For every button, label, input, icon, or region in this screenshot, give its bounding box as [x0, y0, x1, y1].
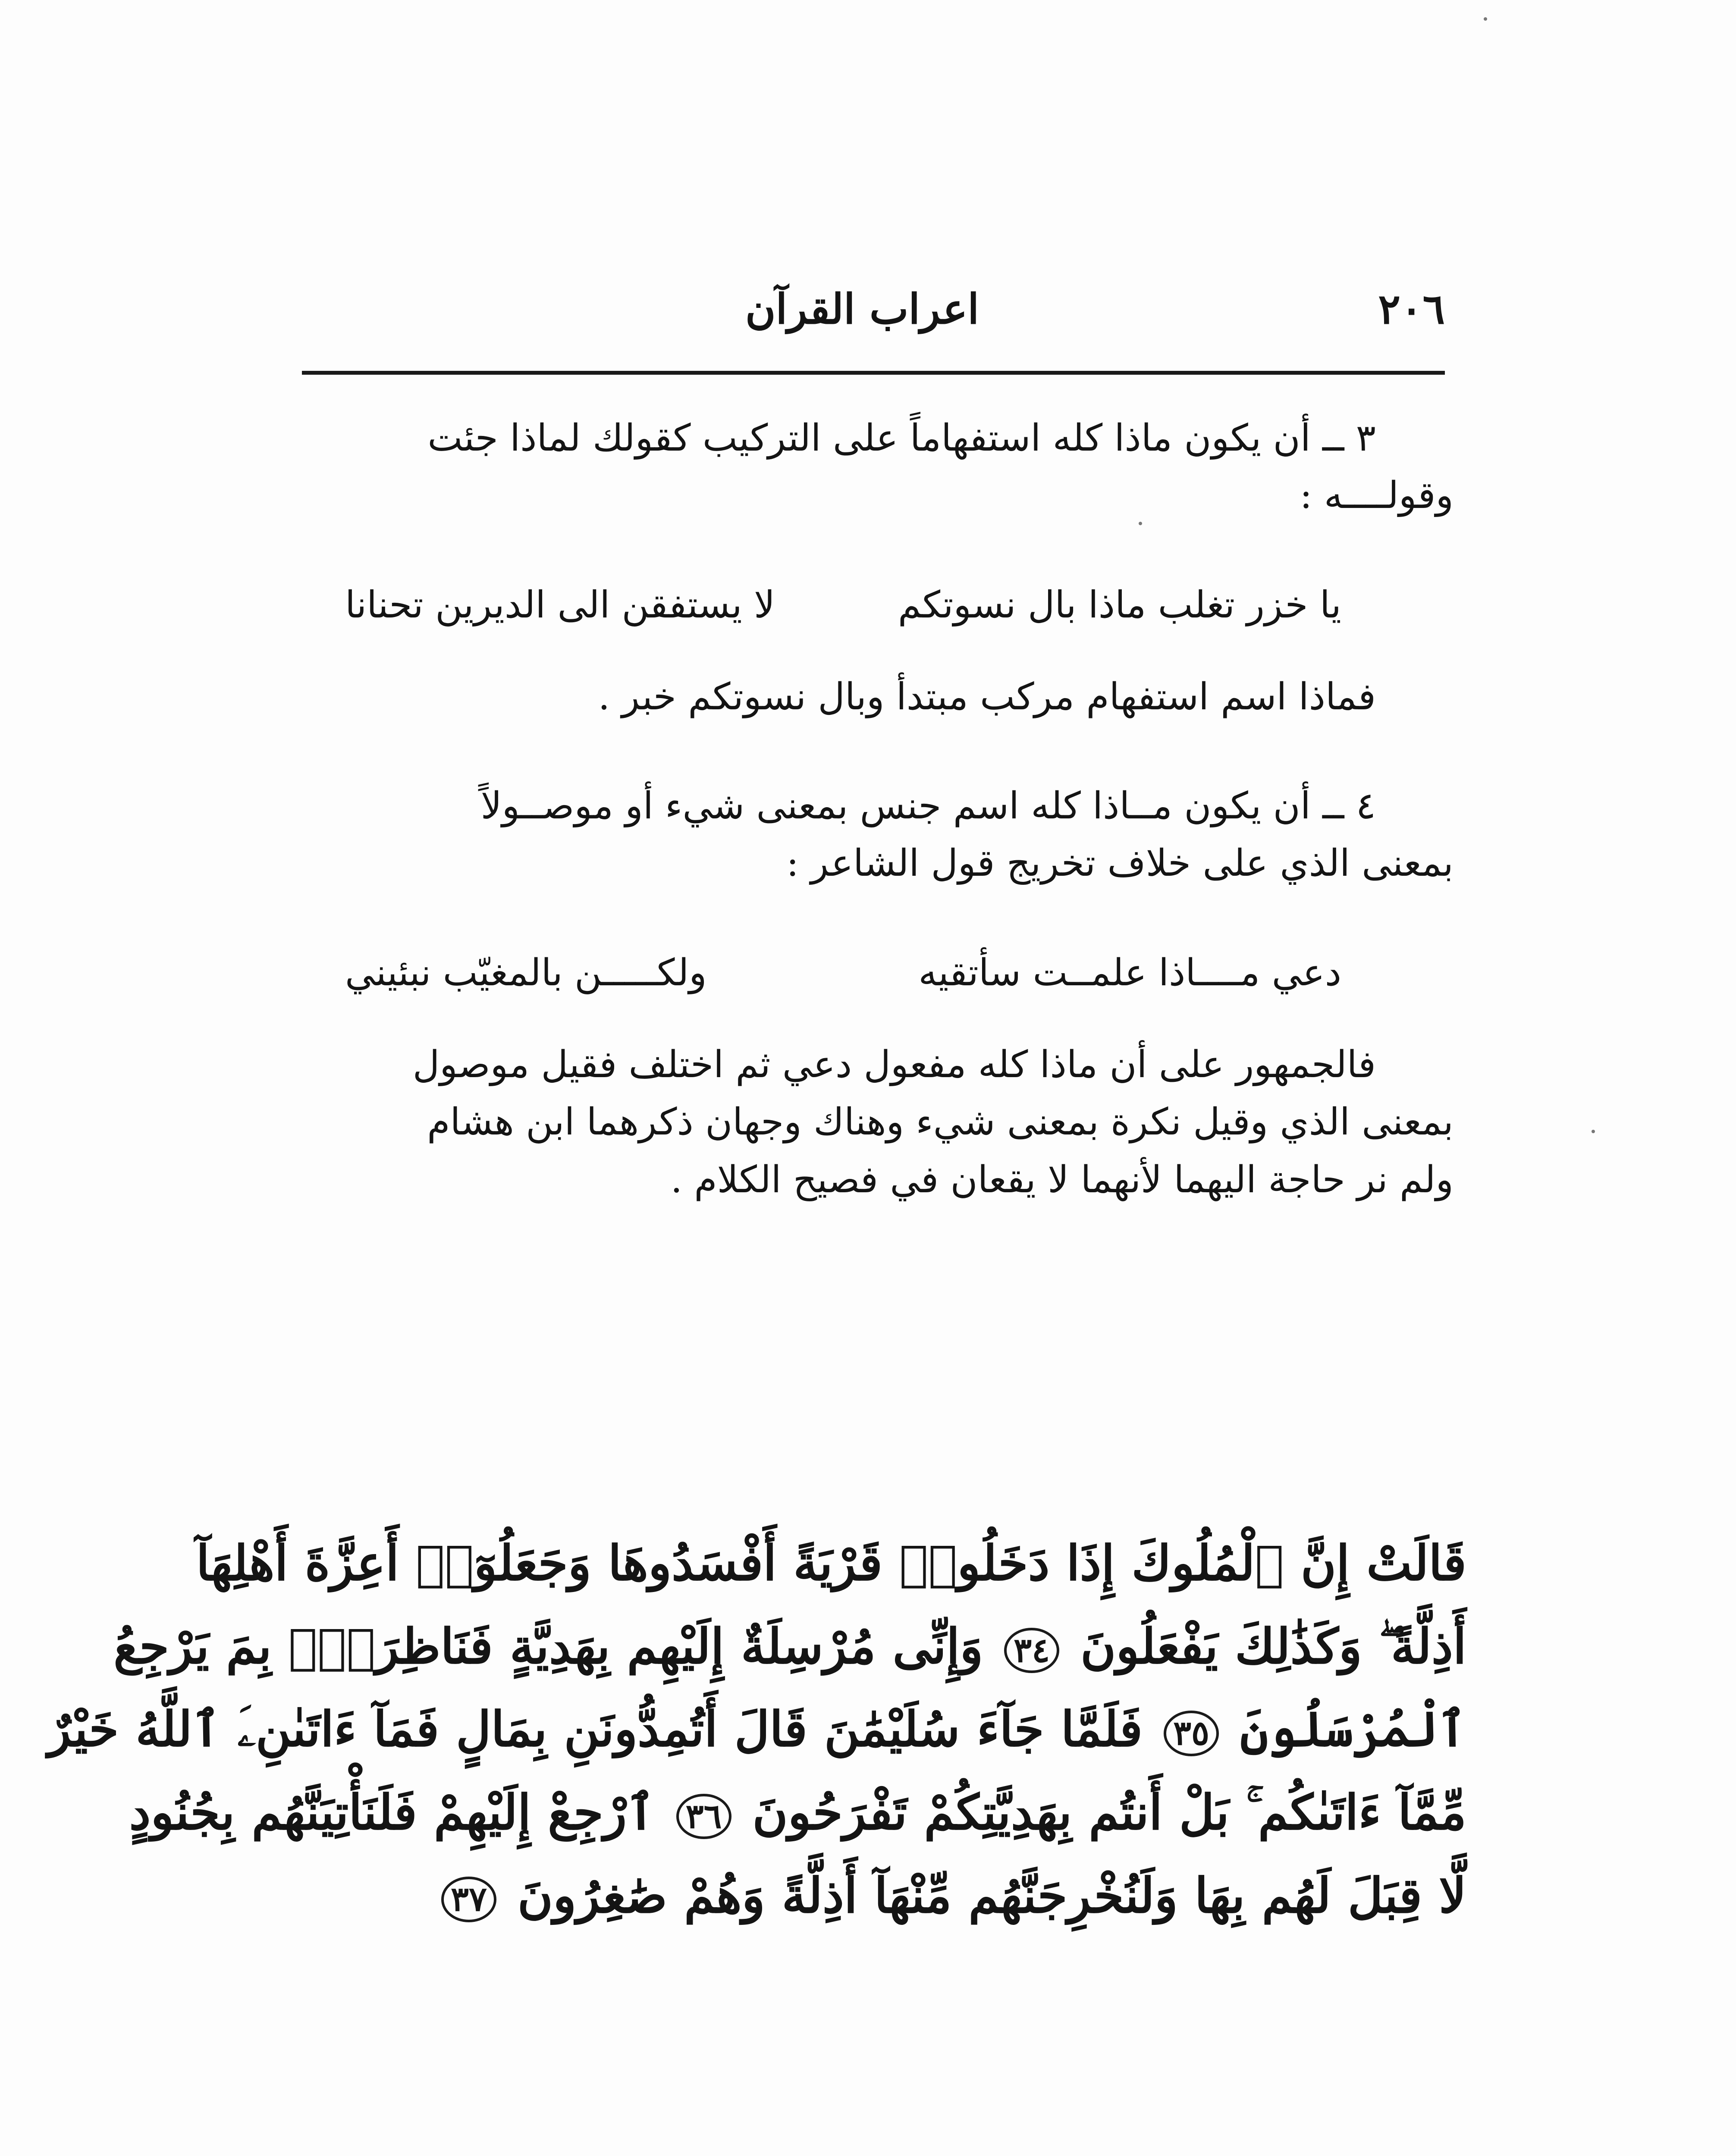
page-header [302, 276, 1445, 362]
quran-line-4 [129, 1771, 1466, 1855]
poetry-verse-1 [293, 577, 1453, 634]
header-rule [302, 371, 1445, 375]
quran-line-3a: ٱلْمُرْسَلُونَ [1240, 1701, 1466, 1758]
scan-speck [1484, 17, 1487, 21]
final-para-line1: فالجمهور على أن ماذا كله مفعول دعي ثم اختلف فقيل موصول [412, 1043, 1376, 1087]
item4-line2: بمعنى الذي على خلاف تخريج قول الشاعر : [786, 842, 1453, 885]
ayah-number-36: ٣٦ [676, 1794, 731, 1839]
verse1-hemistich-2: لا يستفقن الى الديرين تحنانا [345, 583, 775, 627]
explanation-1: فماذا اسم استفهام مركب مبتدأ وبال نسوتكم خبر . [598, 675, 1376, 718]
scan-speck [1592, 1130, 1595, 1133]
quran-line-2a: أَذِلَّةً ۖ وَكَذَٰلِكَ يَفْعَلُونَ [1080, 1618, 1466, 1675]
quran-text-block [47, 1522, 1466, 1937]
quran-line-3b: فَلَمَّا جَآءَ سُلَيْمَٰنَ قَالَ أَتُمِدُّونَنِ بِمَالٍ فَمَآ ءَاتَىٰنِۦَ ٱللَّهُ خَيْرٌ [47, 1701, 1143, 1758]
quran-line-5 [276, 1855, 1466, 1938]
quran-line-1 [196, 1522, 1466, 1605]
commentary-text [293, 410, 1453, 1209]
verse1-hemistich-1: يا خزر تغلب ماذا بال نسوتكم [898, 583, 1341, 627]
quran-line-4b: ٱرْجِعْ إِلَيْهِمْ فَلَنَأْتِيَنَّهُم بِجُنُودٍ [129, 1784, 655, 1841]
quran-line-2b: وَإِنِّى مُرْسِلَةٌ إِلَيْهِم بِهَدِيَّةٍ فَنَاظِرَةٌۢ بِمَ يَرْجِعُ [113, 1618, 983, 1675]
item3-line2: وقولــــه : [1300, 474, 1453, 517]
quran-line-4a: مِّمَّآ ءَاتَىٰكُم ۚ بَلْ أَنتُم بِهَدِيَّتِكُمْ تَفْرَحُونَ [752, 1784, 1466, 1841]
quran-line-5a: لَّا قِبَلَ لَهُم بِهَا وَلَنُخْرِجَنَّهُم مِّنْهَآ أَذِلَّةً وَهُمْ صَٰغِرُونَ [517, 1867, 1466, 1924]
quran-line-2 [113, 1605, 1466, 1689]
quran-line-1-text: قَالَتْ إِنَّ ٱلْمُلُوكَ إِذَا دَخَلُوا۟ قَرْيَةً أَفْسَدُوهَا وَجَعَلُوٓا۟ أَعِزَّةَ أَهْلِهَآ [196, 1535, 1466, 1592]
final-para-line2: بمعنى الذي وقيل نكرة بمعنى شيء وهناك وجهان ذكرهما ابن هشام [427, 1100, 1453, 1144]
item3-line1: ٣ ــ أن يكون ماذا كله استفهاماً على التركيب كقولك لماذا جئت [427, 417, 1376, 460]
page-number: ٢٠٦ [1378, 285, 1445, 333]
ayah-number-35: ٣٥ [1164, 1711, 1219, 1756]
item4-line1: ٤ ــ أن يكون مــاذا كله اسم جنس بمعنى شيء أو موصــولاً [480, 784, 1376, 828]
scan-speck [1139, 522, 1142, 525]
final-para-line3: ولم نر حاجة اليهما لأنهما لا يقعان في فصيح الكلام . [670, 1158, 1453, 1201]
ayah-number-34: ٣٤ [1004, 1628, 1059, 1673]
running-title: اعراب القرآن [745, 285, 979, 333]
quran-line-3 [47, 1688, 1466, 1771]
poetry-verse-2 [293, 944, 1453, 1002]
verse2-hemistich-1: دعي مــــاذا علمــت سأتقيه [918, 951, 1341, 994]
verse2-hemistich-2: ولكـــــن بالمغيّب نبئيني [345, 951, 707, 994]
ayah-number-37: ٣٧ [441, 1877, 496, 1922]
